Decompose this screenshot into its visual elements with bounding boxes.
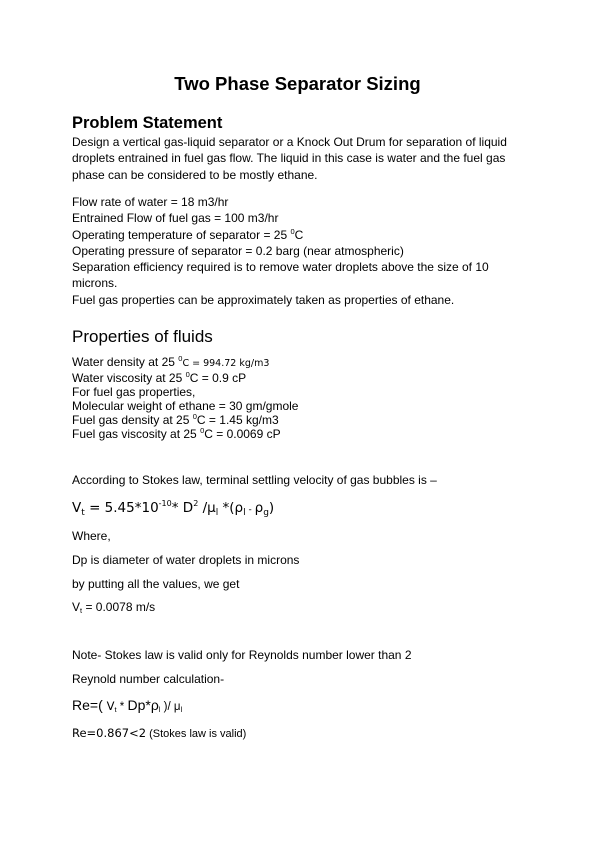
flow-gas: Entrained Flow of fuel gas = 100 m3/hr bbox=[72, 211, 279, 226]
flow-water: Flow rate of water = 18 m3/hr bbox=[72, 195, 229, 209]
problem-statement-heading: Problem Statement bbox=[72, 114, 223, 132]
water-viscosity: Water viscosity at 25 $^0$C = 0.9 cP bbox=[72, 370, 247, 385]
putting-values: by putting all the values, we get bbox=[72, 577, 240, 591]
where-label: Where, bbox=[72, 529, 111, 543]
fuel-gas-properties-note: Fuel gas properties can be approximately taken as properties of ethane. bbox=[72, 292, 455, 307]
problem-line-3: phase can be considered to be mostly ethane. bbox=[72, 167, 318, 182]
efficiency-line-2: microns. bbox=[72, 276, 118, 291]
problem-line-1: Design a vertical gas-liquid separator or a Knock Out Drum for separation of liquid bbox=[72, 135, 507, 149]
page-title: Two Phase Separator Sizing bbox=[174, 73, 421, 94]
reynolds-calc-label: Reynold number calculation- bbox=[72, 672, 225, 686]
stokes-equation: $V_t = 5.45*10^{-10}*$ $D^2$ $/\mu_l$ $*(\rho_l - \rho_g)$ bbox=[72, 499, 275, 518]
reynolds-equation: Re=( $V_t * Dp*\rho_l$ )/ $\mu_l$ bbox=[72, 697, 183, 714]
dp-description: Dp is diameter of water droplets in microns bbox=[72, 553, 300, 567]
properties-list bbox=[72, 355, 298, 441]
reynolds-note: Note- Stokes law is valid only for Reynolds number lower than 2 bbox=[72, 648, 412, 662]
water-density: Water density at 25 $^0$C = 994.72 kg/m3 bbox=[72, 354, 270, 369]
problem-line-2: droplets entrained in fuel gas flow. The liquid in this case is water and the fuel gas bbox=[72, 151, 506, 166]
design-parameters bbox=[72, 194, 489, 308]
gas-viscosity: Fuel gas viscosity at 25 $^0$C = 0.0069 cP bbox=[72, 426, 281, 441]
gas-density: Fuel gas density at 25 $^0$C = 1.45 kg/m3 bbox=[72, 412, 279, 427]
fuel-gas-properties-label: For fuel gas properties, bbox=[72, 385, 196, 399]
properties-heading: Properties of fluids bbox=[72, 327, 213, 346]
problem-description bbox=[72, 134, 507, 183]
reynolds-result: Re=0.867<2 (Stokes law is valid) bbox=[72, 726, 247, 740]
efficiency-line-1: Separation efficiency required is to remove water droplets above the size of 10 bbox=[72, 260, 489, 275]
molecular-weight: Molecular weight of ethane = 30 gm/gmole bbox=[72, 399, 299, 413]
operating-pressure: Operating pressure of separator = 0.2 barg (near atmospheric) bbox=[72, 243, 404, 258]
operating-temperature: Operating temperature of separator = 25 $^0$C bbox=[72, 226, 304, 242]
stokes-intro: According to Stokes law, terminal settling velocity of gas bubbles is – bbox=[72, 473, 437, 487]
terminal-velocity-result: $V_t = 0.0078$ m/s bbox=[72, 600, 156, 615]
